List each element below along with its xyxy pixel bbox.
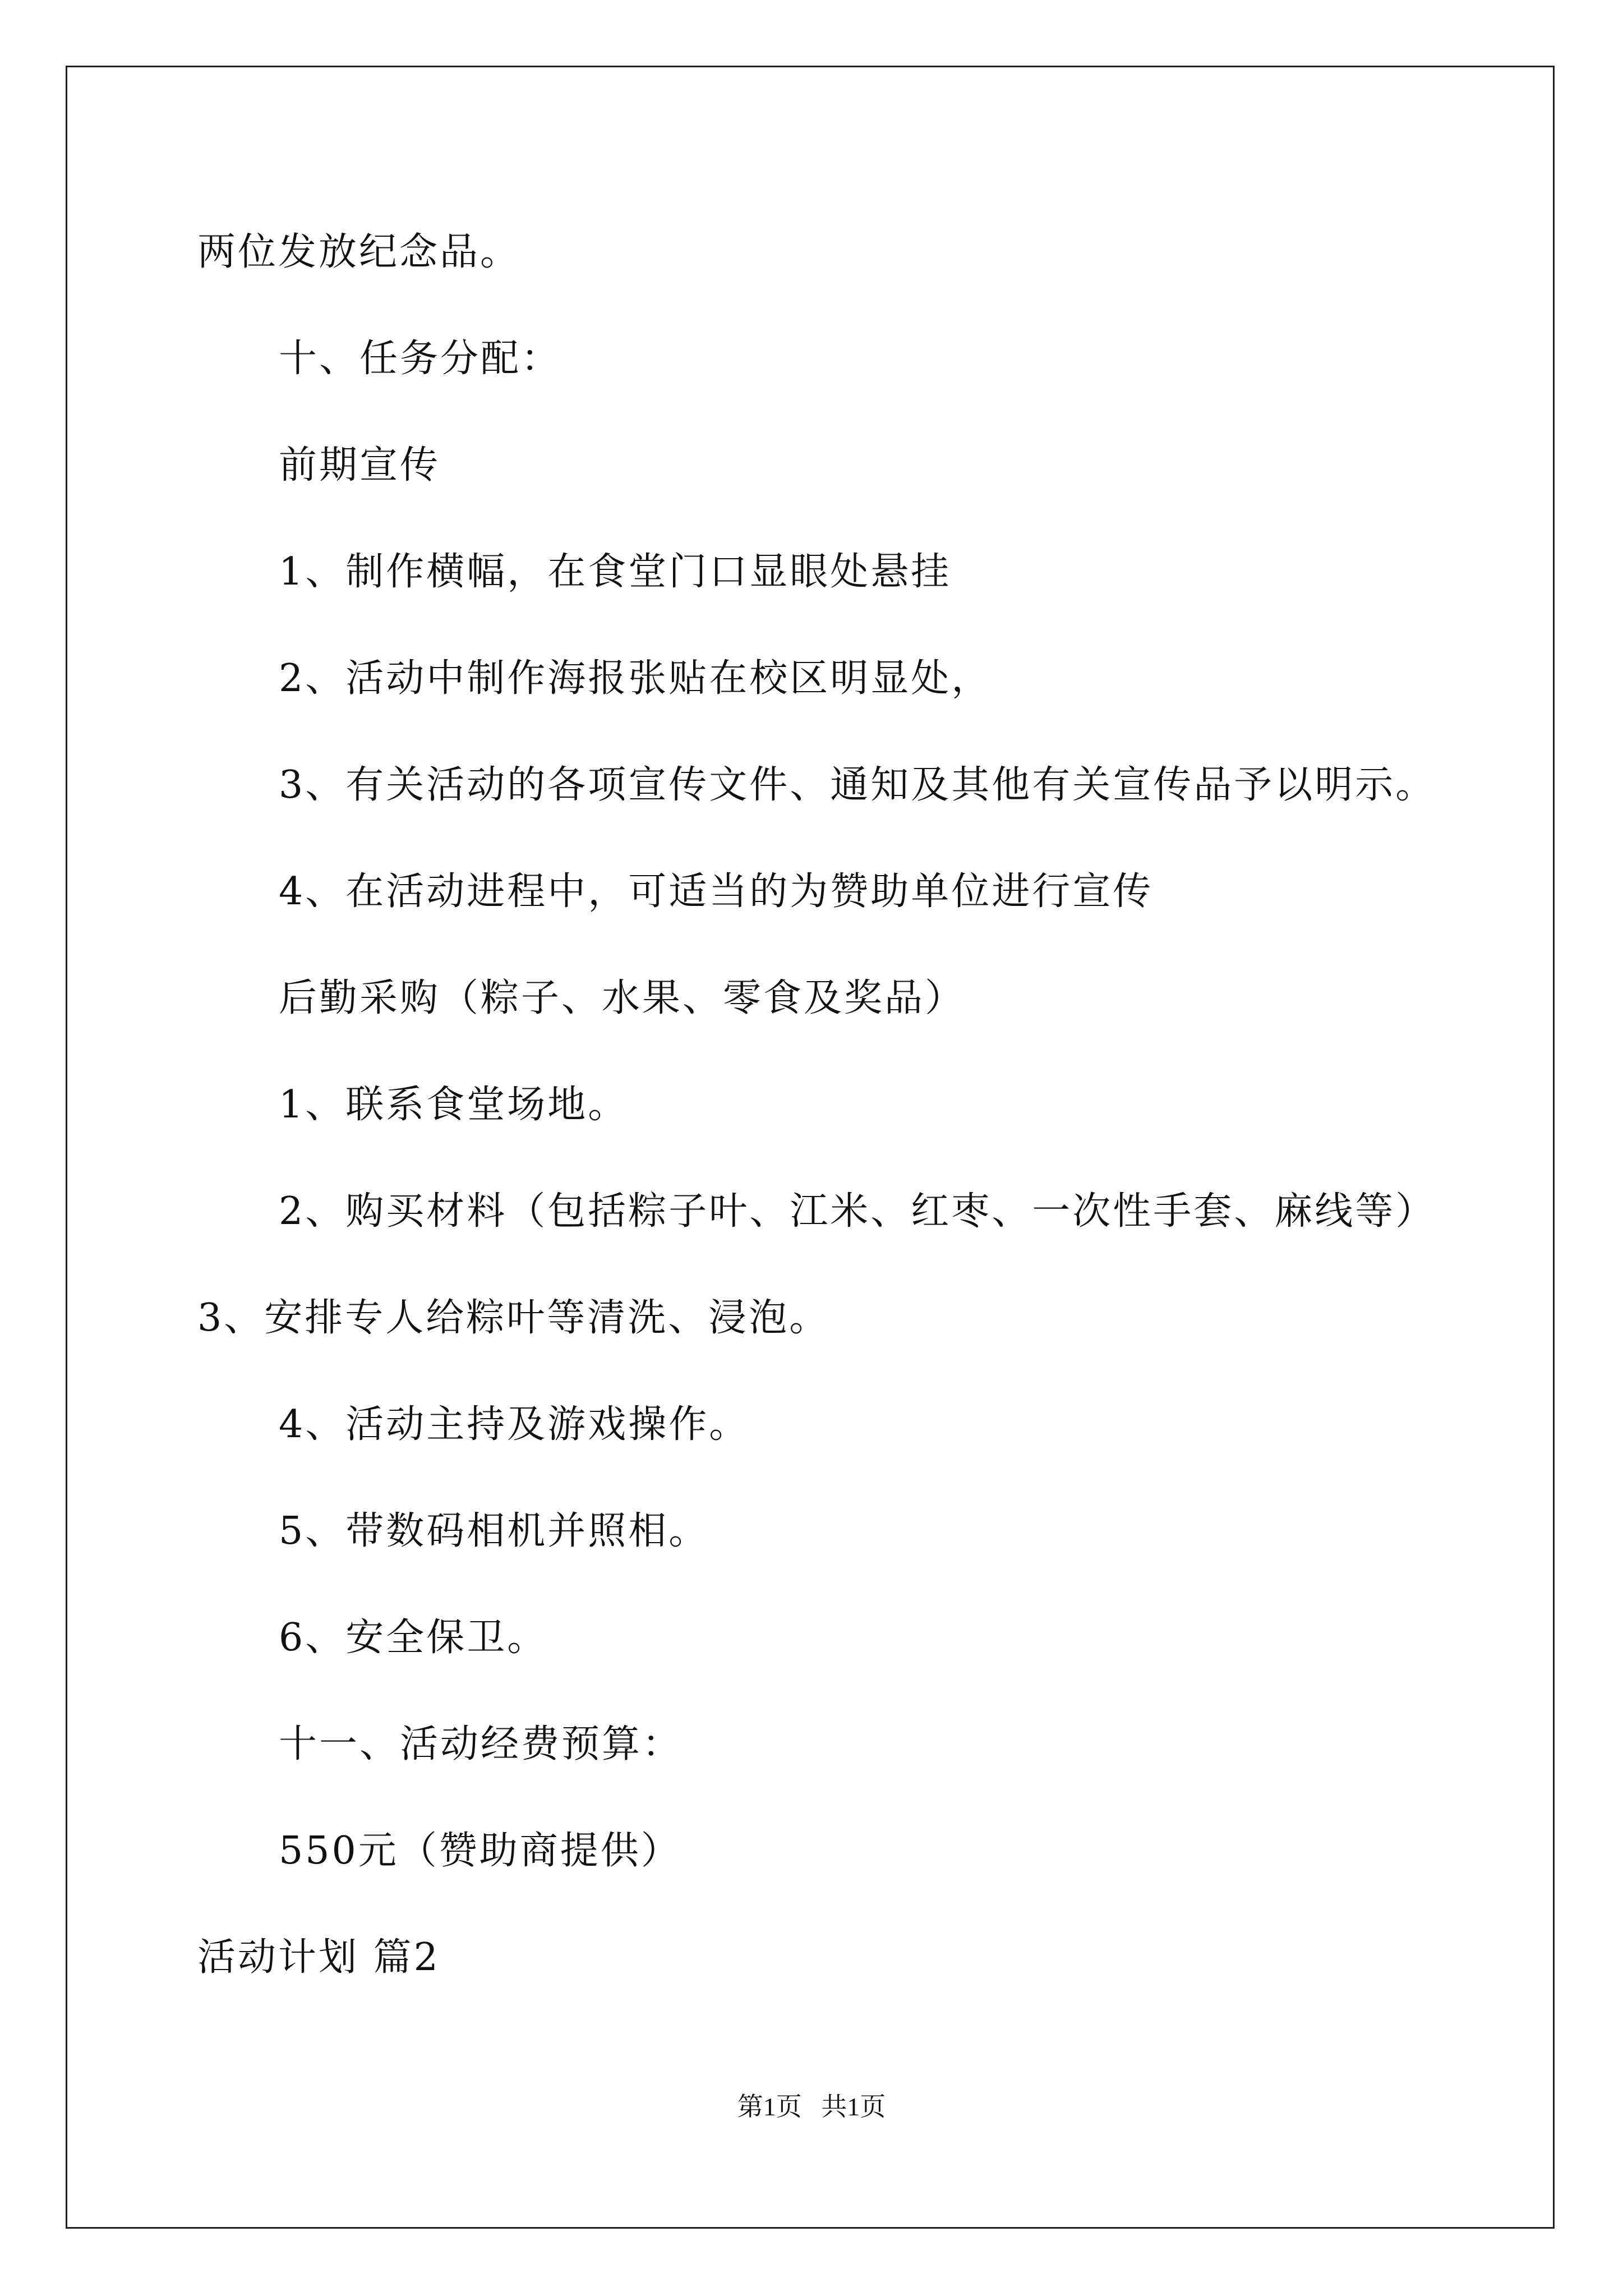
list-item: 3、安排专人给粽叶等清洗、浸泡。 xyxy=(197,1296,830,1340)
list-item: 4、活动主持及游戏操作。 xyxy=(279,1402,750,1447)
list-item: 2、购买材料（包括粽子叶、江米、红枣、一次性手套、麻线等） xyxy=(279,1189,1436,1234)
subsection-heading: 前期宣传 xyxy=(279,443,441,487)
subsection-heading: 后勤采购（粽子、水果、零食及奖品） xyxy=(279,976,966,1020)
list-item: 6、安全保卫。 xyxy=(279,1616,548,1660)
list-item: 1、联系食堂场地。 xyxy=(279,1083,629,1127)
section-heading: 十一、活动经费预算： xyxy=(279,1722,683,1766)
list-item: 1、制作横幅，在食堂门口显眼处悬挂 xyxy=(279,550,952,594)
text-line: 两位发放纪念品。 xyxy=(197,230,521,274)
page-border xyxy=(66,66,1555,2229)
list-item: 4、在活动进程中，可适当的为赞助单位进行宣传 xyxy=(279,869,1154,914)
section-heading: 十、任务分配： xyxy=(279,337,562,381)
page-footer: 第1页 共1页 xyxy=(737,2092,886,2121)
document-title: 活动计划 篇2 xyxy=(197,1935,440,1980)
list-item: 5、带数码相机并照相。 xyxy=(279,1509,709,1553)
list-item: 3、有关活动的各项宣传文件、通知及其他有关宣传品予以明示。 xyxy=(279,763,1436,807)
budget-text: 550元（赞助商提供） xyxy=(279,1829,681,1873)
list-item: 2、活动中制作海报张贴在校区明显处， xyxy=(279,656,992,701)
